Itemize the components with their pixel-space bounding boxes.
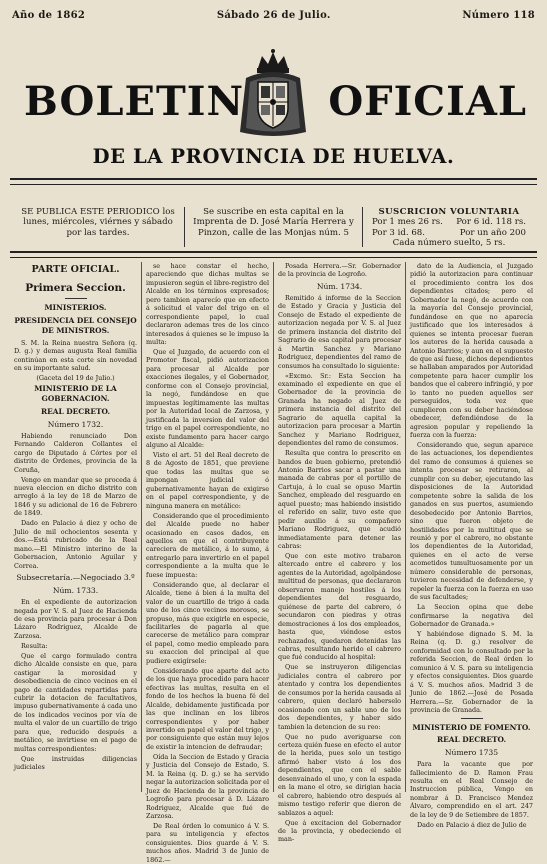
column-4 xyxy=(406,262,537,829)
royal-coat-of-arms-icon xyxy=(236,48,310,140)
paragraph: Vengo en mandar que se proceda á nueva eleccion en dicho distrito con arreglo á la ley de 18 de Marzo de 1846 y su adicional de 16 de Febrero de 1849. xyxy=(14,475,137,518)
price-row xyxy=(368,228,530,238)
paragraph: Considerando que el procedimiento del Alcalde puede no haber ocasionado en casos dados, en aquellos en que el contribuyente careciera de metálico, á lo sumo, á entregarlo para invertirlo en el papel correspondiente a la multa que le fuese impuesta: xyxy=(146,511,269,579)
masthead-rule xyxy=(10,178,537,185)
paragraph: S. M. la Reina nuestra Señora (q. D. g.) y demas augusta Real familia continúan en esta corte sin novedad en su importante salud. xyxy=(14,338,137,373)
divider xyxy=(65,298,87,299)
masthead-subtitle: DE LA PROVINCIA DE HUELVA. xyxy=(92,145,455,168)
divider xyxy=(461,718,483,719)
subscription-place: Se suscribe en esta capital en la Imprenta de D. José María Herrera y Pinzon, calle de las Monjas núm. 5 xyxy=(185,207,363,247)
paragraph: Para la vacante que por fallecimiento de D. Ramon Frau resulta en el Real Consejo de Instruccion pública, Vengo en nombrar á D. Francisco Mendez Álvaro, comprendido en el art. 247 de la ley de 9 de Setiembre de 1857. xyxy=(410,760,533,819)
decree-number: Número 1735 xyxy=(444,748,499,758)
price-item: Por un año 200 xyxy=(459,227,526,238)
single-issue-price: Cada número suelto, 5 rs. xyxy=(392,237,506,248)
gazette-reference: (Gaceta del 19 de Julio.) xyxy=(36,374,115,382)
paragraph: Considerando que aparte del acto de los que haya procedido para hacer efectivas las multas, resulta en el fondo de los hechos la buena fé del Alcalde, debidamente justificada por las que inclinan en los libros correspondientes y por haber invertido en papel el valor del trigo, y por consiguiente que están muy lejos de existir la intencion de defraudar; xyxy=(146,666,269,751)
masthead xyxy=(14,48,533,134)
price-row xyxy=(368,217,530,227)
paragraph: Y habiéndose dignado S. M. la Reina (q. D. g.) resolver de conformidad con lo consultado por la referida Seccion, de Real órden lo comunico á V. S. para su inteligencia y efectos consiguientes. Dios guarde á V. S. muchos años. Madrid 3 de Junio de 1862.—José de Posada Herrera.—Sr. Gobernador de la provincia de Granada. xyxy=(410,629,533,715)
masthead-word-right: OFICIAL xyxy=(328,78,527,125)
paragraph: Que se instruyeron diligencias judiciales contra el cabrero por atentado y contra los dependientes de consumos por la herida causada al cabrero, quien declaró haberselo ocasionado con un sable uno de los dos dependientes, y haber sido tambien la detencion de su reo: xyxy=(278,663,401,731)
paragraph: Que no pudo averiguarse con certeza quién fuese en efecto el autor de la herida, pues solo un testigo afirmó haber visto á los dos dependientes, que con el sable desenvainado el uno, y con la espada en la mano el otro, se dirigian hacia el cabrero, habiendo otro después al mismo testigo referir que dieron de sablazos a aquel: xyxy=(278,732,401,817)
paragraph: Habiendo renunciado Don Fernando Calderon Collantes el cargo de Diputado á Córtes por el distrito de Órdenes, provincia de la Coruña, xyxy=(14,431,137,474)
paragraph: Oída la Seccion de Estado y Gracia y Justicia del Consejo de Estado, S. M. la Reina (q. D. g.) se ha servido negar la autorizacion solicitada por el Juez de Hacienda de la provincia de Logroño para procesar á D. Lázaro Rodriguez, Alcalde que fué de Zarzosa. xyxy=(146,752,270,820)
paragraph: Posada Herrera.—Sr. Gobernador de la provincia de Logroño. xyxy=(278,262,401,279)
paragraph: Que á excitacion del Gobernador de la provincia, y obedeciendo el man- xyxy=(278,818,401,844)
publication-schedule: SE PUBLICA ESTE PERIODICO los lunes, miércoles, viérnes y sábado por las tardes. xyxy=(12,207,185,247)
paragraph: Que instruidas diligencias judiciales xyxy=(14,754,137,772)
column-1 xyxy=(10,262,142,792)
publication-date: Sábado 26 de Julio. xyxy=(216,10,331,21)
paragraph: La Seccion opina que debe confirmarse la negativa del Gobernador de Granada.» xyxy=(410,603,533,629)
subsecretaria-heading: Subsecretaría.—Negociado 3.º xyxy=(16,573,135,583)
paragraph: De Real órden lo comunico á V. S. para su inteligencia y efectos consiguientes. Dios guarde á V. S. muchos años. Madrid 3 de Junio de 1862.— xyxy=(146,821,269,864)
section-heading: Primera Seccion. xyxy=(25,281,126,294)
paragraph: Visto el art. 51 del Real decreto de 8 de Agosto de 1851, que previene que todas las multas que se impongan judicial ó gubernativamente hayan de exigirse en el papel correspondiente, y de ninguna manera en metálico: xyxy=(146,450,269,510)
paragraph: Resulta que contra lo prescrito en bandos de buen gobierno, pretendió Antonio Barrios sacar a pastar una manada de cabras por el portillo de Cartuja, á lo cual se opuso Martin Sanchez, empleado del resguardo en aquel puesto; mas habiendo insistido el referido en salir, tuvo este que pedir auxilio á su compañero Mariano Rodriguez, que acudió inmediatamente para detener las cabras: xyxy=(278,449,401,551)
subscription-prices xyxy=(363,207,535,247)
paragraph: Resulta: xyxy=(21,641,48,650)
ministries-heading: MINISTERIOS. xyxy=(44,303,107,313)
price-item: Por 1 mes 26 rs. xyxy=(371,217,443,228)
info-rule xyxy=(10,251,537,258)
decree-number: Número 1732. xyxy=(47,419,104,429)
ministry-heading: MINISTERIO DE LA GOBERNACION. xyxy=(34,384,117,404)
column-2 xyxy=(142,262,274,864)
paragraph: Considerando que, al declarar el Alcalde, tiene á bien á la multa del valor de un cuartillo de trigo á cada uno de los cinco vecinos morosos, se propuso, más que exigirle en especie, facilitarles de pagarla al que carecerse de metálico para comprar el papel, como medio empleado para su exaccion del principal al que pudiere exigírsele: xyxy=(146,580,269,665)
presidency-heading: PRESIDENCIA DEL CONSEJO DE MINISTROS. xyxy=(14,316,137,335)
issue-header-line xyxy=(12,10,535,24)
paragraph: En el expediente de autorizacion negada por V. S. al Juez de Hacienda de esa provincia para procesar á Don Lázaro Rodriguez, Alcalde de Zarzosa. xyxy=(14,598,137,640)
paragraph: Considerando que, segun aparece de las actuaciones, los dependientes del ramo de consumos á quienes se intenta procesar se retiraron, al cumplir con su deber, ejecutando las disposiciones de la Autoridad competente sobre la salida de los ganados en sus puertos, asumiendo desobedecido por Antonio Barrios, sino que fueron objeto de hostilidades por la multitud que se reunió y por el cabrero, no obstante los dependientes de la Autoridad, quienes en el acto de verse acometidos tumultuosamente por un número considerable de personas, tuvieron necesidad de defenderse, y repeler la fuerza con la fuerza en uso de sus facultades; xyxy=(410,441,533,602)
paragraph: se hace constar el hecho, apareciendo que dichas multas se impusieron según el libre-registro del Alcalde en los términos expresados; pero tambien aparecío que en efecto á solicitud el valor del trigo en el correspondiente papel, lo cual declararon ademas tres de los cinco interesados á quienes se le impuso la multa: xyxy=(146,262,269,347)
decree-heading: REAL DECRETO. xyxy=(40,406,111,416)
price-item: Por 6 id. 118 rs. xyxy=(456,217,526,228)
subscription-title: SUSCRICION VOLUNTARIA xyxy=(378,207,520,217)
ministry-heading: MINISTERIO DE FOMENTO. xyxy=(412,722,531,732)
paragraph: Remitido á informe de la Seccion de Estado y Gracia y Justicia del Consejo de Estado el expediente de autorizacion negada por V. S. al Juez de primera instancia del distrito del Sagrario de esa capital para procesar á Martin Sanchez y Mariano Rodriguez, dependientes del ramo de consumos ha consultado lo siguiente: xyxy=(278,293,401,370)
publication-info-bar xyxy=(12,207,535,247)
price-item: Por 3 id. 68. xyxy=(371,227,425,238)
order-number: Núm. 1733. xyxy=(52,586,99,596)
publication-year: Año de 1862 xyxy=(12,10,86,21)
article-columns xyxy=(10,262,537,864)
decree-heading: REAL DECRETO. xyxy=(436,735,507,745)
order-number: Núm. 1734. xyxy=(316,281,363,291)
paragraph: Que con este motivo trabaron altercado entre el cabrero y los agentes de la Autoridad, agolpándose multitud de personas, que declararon observaron manejo hostiles á los dependientes del resguardo, quiénese de parte del cabrero, ó secundaron con piedras y otras demostraciones á los dos empleados, hasta que, viéndose estos rechazados, quedaron detenidas las cabras, resultando herido el cabrero que fué conducido al hospital: xyxy=(278,552,401,662)
paragraph: Dado en Palacio á diez y ocho de Julio de mil ochocientos sesenta y dos.—Está rubricado de la Real mano.—El Ministro interino de la Gobernacion, Antonio Aguilar y Correa. xyxy=(14,519,137,570)
paragraph: dato de la Audiencia, el Juzgado pidió la autorizacion para continuar el procedimiento contra los dos dependientes citados; pero el Gobernador la negó, de acuerdo con la mayoría del Consejo provincial, fundándose en que no aparecía justificado que los interesados á quienes se intenta procesar fueran los autores de la herida causada a Antonio Barrios; y aun en el supuesto de que así fuese, dichos dependientes se hallaban amparados por Autoridad competente para hacer cumplir los bandos que el cabrero infringió, y por lo tanto no pueden aquellos ser perseguidos, toda vez que cumplieron con su deber haciéndose obedecer, defendiéndose de la agresion popular y repeliendo la fuerza con la fuerza: xyxy=(410,262,533,440)
paragraph: Que el Juzgado, de acuerdo con el Promotor fiscal, pidió autorizacion para procesar al Alcalde por exacciones ilegales, y el Gobernador, conforme con el Consejo provincial, la negó, fundándose en que impuestas legítimamente las multas por la Autoridad local de Zarzosa, y justificada la inversion del valor del trigo en el papel correspondiente, no existe fundamento para hacer cargo alguno al Alcalde: xyxy=(146,348,269,450)
paragraph: Dado en Palacio á diez de Julio de xyxy=(417,820,527,829)
masthead-word-left: BOLETIN xyxy=(24,78,245,125)
paragraph: «Excmo. Sr.: Esta Seccion ha examinado el expediente en que el Gobernador de la provincia de Granada ha negado al Juez de primera instancia del distrito del Sagrario de aquella capital la autorizacion para procesar a Martin Sanchez y Mariano Rodriguez, dependientes del ramo de consumos. xyxy=(278,371,401,448)
part-heading: PARTE OFICIAL. xyxy=(31,264,120,275)
issue-number: Número 118 xyxy=(462,10,535,21)
paragraph: Que el cargo formulado contra dicho Alcalde consiste en que, para castigar la morosidad y desobediencia de cinco vecinos en el pago de cantidades repartidas para cubrir la dotacion de facultativos, impuso gubernativamente á cada uno de los indicados vecinos por vía de multa el valor de un cuartillo de trigo para que, reducido después a metálico, se invirtiese en el pago de multas correspondientes: xyxy=(14,651,137,753)
column-3 xyxy=(274,262,406,844)
